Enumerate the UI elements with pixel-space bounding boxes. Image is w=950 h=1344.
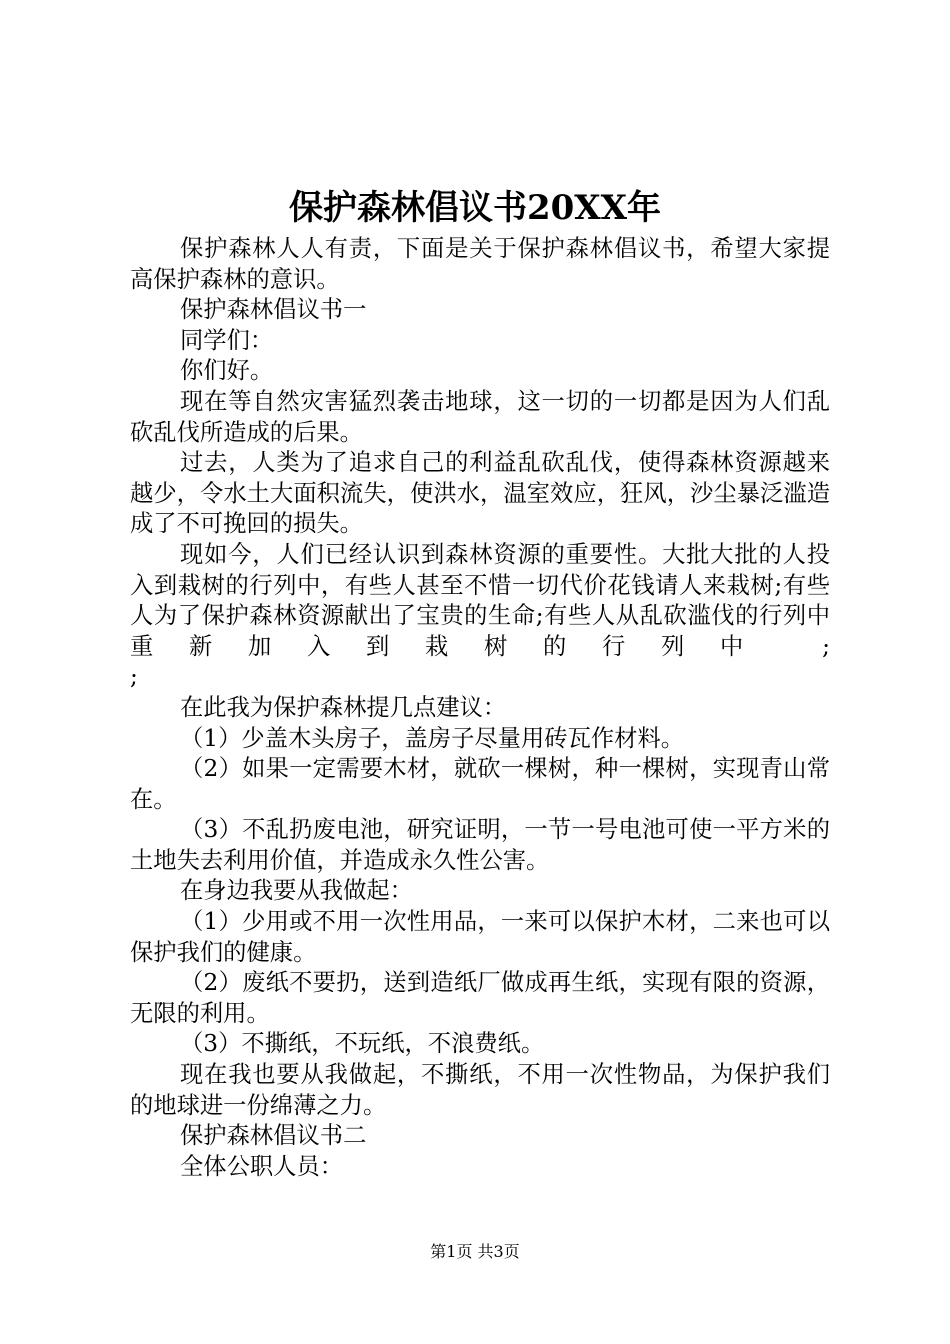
- suggestion-item: （3）不乱扔废电池，研究证明，一节一号电池可使一平方米的土地失去利用价值，并造成永久性公害。: [130, 816, 830, 874]
- actions-heading: 在身边我要从我做起：: [180, 877, 413, 905]
- body-paragraph: 现如今，人们已经认识到森林资源的重要性。大批大批的人投入到栽树的行列中，有些人甚至不惜一切代价花钱请人来栽树;有些人为了保护森林资源献出了宝贵的生命;有些人从乱砍滥伐的行列中重新加入到栽树的行列中 ;: [130, 540, 830, 660]
- suggestions-heading: 在此我为保护森林提几点建议：: [180, 693, 507, 721]
- greeting: 你们好。: [180, 357, 274, 385]
- suggestion-item: （1）少盖木头房子，盖房子尽量用砖瓦作材料。: [180, 724, 685, 752]
- document-body: [130, 234, 830, 1182]
- page-footer: 第1页 共3页: [430, 1242, 520, 1261]
- suggestion-item: （2）如果一定需要木材，就砍一棵树，种一棵树，实现青山常在。: [130, 755, 830, 813]
- section-heading-two: 保护森林倡议书二: [180, 1122, 367, 1150]
- body-paragraph: 现在我也要从我做起，不撕纸，不用一次性物品，为保护我们的地球进一份绵薄之力。: [130, 1061, 830, 1119]
- document-title: 保护森林倡议书20XX年: [288, 188, 662, 228]
- action-item: （3）不撕纸，不玩纸，不浪费纸。: [180, 1030, 545, 1058]
- intro-paragraph: 保护森林人人有责，下面是关于保护森林倡议书，希望大家提高保护森林的意识。: [130, 235, 830, 293]
- salutation: 全体公职人员：: [180, 1152, 344, 1180]
- salutation: 同学们：: [180, 326, 274, 354]
- action-item: （1）少用或不用一次性用品，一来可以保护木材，二来也可以保护我们的健康。: [130, 908, 830, 966]
- body-paragraph: 现在等自然灾害猛烈袭击地球，这一切的一切都是因为人们乱砍乱伐所造成的后果。: [130, 387, 830, 446]
- body-paragraph: ;: [130, 663, 138, 691]
- section-heading-one: 保护森林倡议书一: [180, 296, 367, 324]
- action-item: （2）废纸不要扔，送到造纸厂做成再生纸，实现有限的资源，无限的利用。: [130, 969, 830, 1027]
- body-paragraph: 过去，人类为了追求自己的利益乱砍乱伐，使得森林资源越来越少，令水土大面积流失，使洪水，温室效应，狂风，沙尘暴泛滥造成了不可挽回的损失。: [130, 449, 830, 538]
